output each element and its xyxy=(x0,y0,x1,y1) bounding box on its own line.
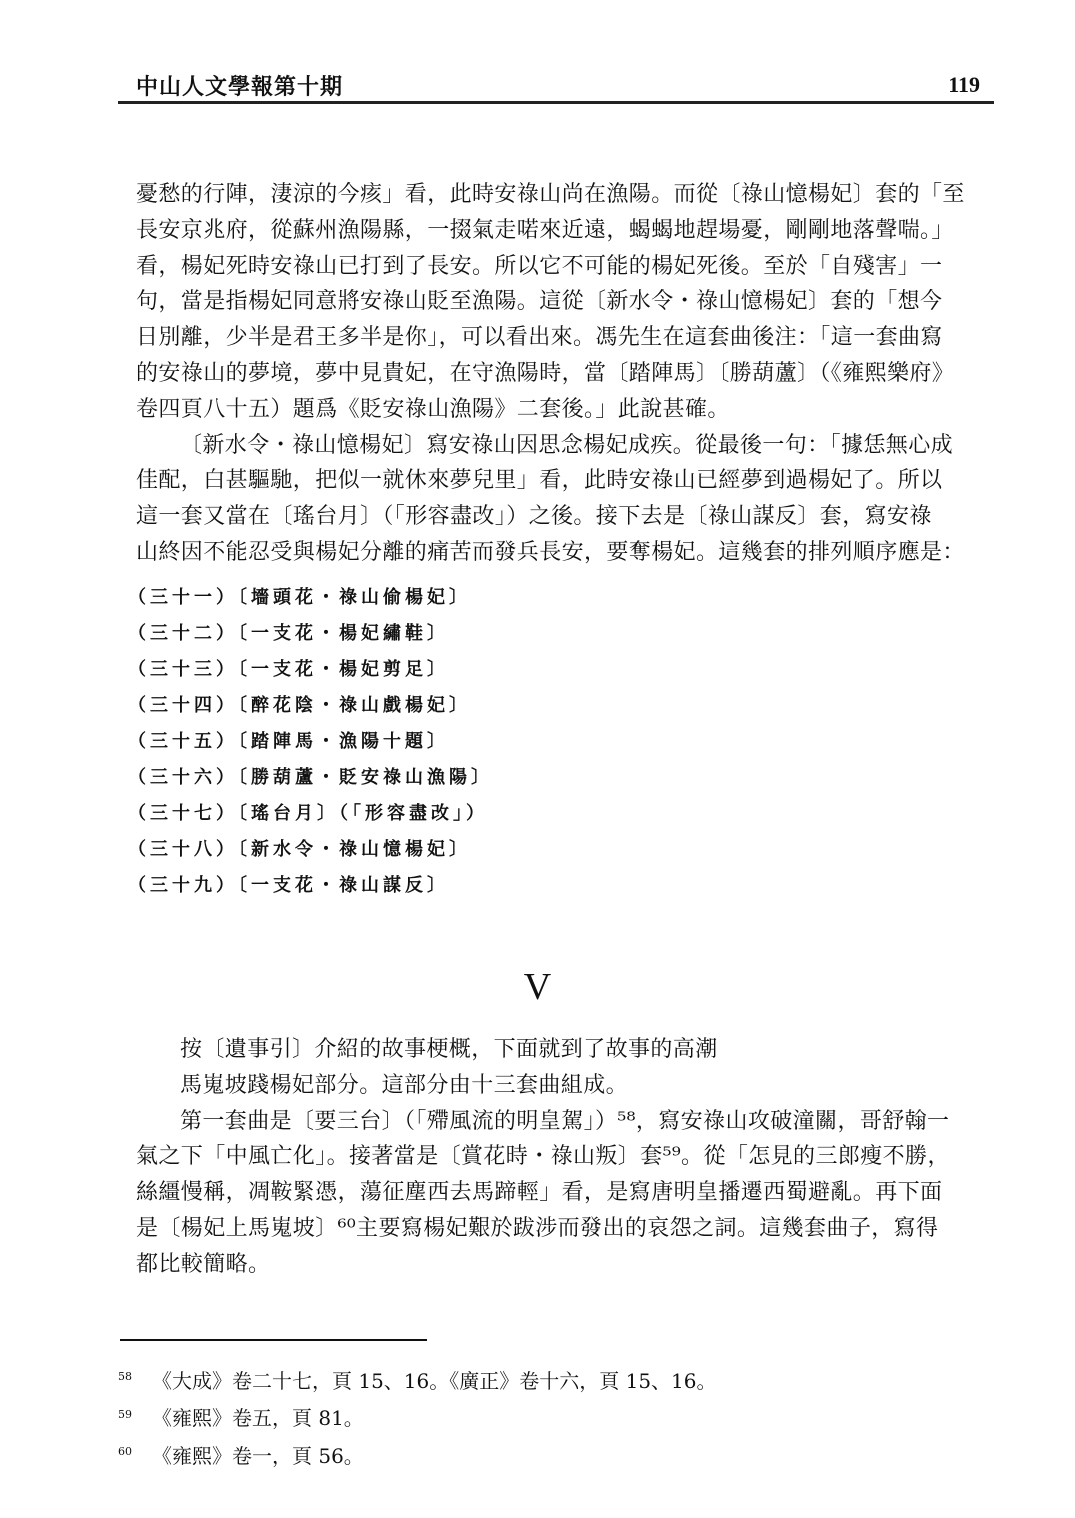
text-line: 第一套曲是〔要三台〕（「殢風流的明皇駕」）⁵⁸，寫安祿山攻破潼關，哥舒翰一 xyxy=(180,1108,950,1134)
list-item: （三十九）〔一支花・祿山謀反〕 xyxy=(128,875,449,896)
journal-title: 中山人文學報第十期 xyxy=(136,75,344,100)
footnote xyxy=(118,1435,978,1473)
page-number: 119 xyxy=(948,72,980,97)
text-line: 馬嵬坡踐楊妃部分。這部分由十三套曲組成。 xyxy=(180,1072,629,1098)
list-item: （三十八）〔新水令・祿山憶楊妃〕 xyxy=(128,839,471,860)
text-line: 絲繮慢稱，凋鞍緊憑，蕩征塵西去馬蹄輕」看，是寫唐明皇播遷西蜀避亂。再下面 xyxy=(136,1180,943,1206)
footnote xyxy=(118,1360,978,1398)
list-item: （三十二）〔一支花・楊妃繡鞋〕 xyxy=(128,623,449,644)
footnote-rule xyxy=(120,1339,427,1341)
footnote-number: 59 xyxy=(118,1407,132,1421)
text-line: 山終因不能忍受與楊妃分離的痛苦而發兵長安，要奪楊妃。這幾套的排列順序應是： xyxy=(136,539,965,565)
footnote-text: 《雍熙》卷五，頁 81。 xyxy=(152,1406,364,1431)
text-line: 句，當是指楊妃同意將安祿山貶至漁陽。這從〔新水令・祿山憶楊妃〕套的「想今 xyxy=(136,289,943,315)
list-item: （三十七）〔瑤台月〕（「形容盡改」） xyxy=(128,803,488,824)
body-text-section xyxy=(136,1032,978,1283)
text-line: 都比較簡略。 xyxy=(136,1251,271,1277)
text-line: 的安祿山的夢境，夢中見貴妃，在守漁陽時，當〔踏陣馬〕〔勝葫蘆〕（《雍熙樂府》 xyxy=(136,360,955,386)
section-heading: V xyxy=(523,966,552,1008)
text-line: 按〔遺事引〕介紹的故事梗概，下面就到了故事的高潮 xyxy=(180,1037,718,1062)
text-line: 看，楊妃死時安祿山已打到了長安。所以它不可能的楊妃死後。至於「自殘害」一 xyxy=(136,253,943,279)
list-item: （三十五）〔踏陣馬・漁陽十題〕 xyxy=(128,731,449,752)
footnote-number: 58 xyxy=(118,1370,132,1383)
header-rule xyxy=(118,101,994,104)
text-line: 是〔楊妃上馬嵬坡〕⁶⁰主要寫楊妃艱於跋涉而發出的哀怨之詞。這幾套曲子，寫得 xyxy=(136,1215,939,1241)
song-order-list xyxy=(128,580,628,904)
list-item: （三十一）〔墻頭花・祿山偷楊妃〕 xyxy=(128,587,471,608)
text-line: 長安京兆府，從蘇州漁陽縣，一掇氣走喏來近遠，蝎蝎地趕場憂，剛剛地落聲喘。」 xyxy=(136,217,954,243)
footnote-text: 《大成》卷二十七，頁 15、16。《廣正》卷十六，頁 15、16。 xyxy=(152,1368,717,1393)
text-line: 佳配，白甚驅馳，把似一就休來夢兒里」看，此時安祿山已經夢到過楊妃了。所以 xyxy=(136,468,943,494)
text-line: 這一套又當在〔瑤台月〕（「形容盡改」）之後。接下去是〔祿山謀反〕套，寫安祿 xyxy=(136,504,932,530)
text-line: 日別離，少半是君王多半是你」，可以看出來。馮先生在這套曲後注：「這一套曲寫 xyxy=(136,325,943,351)
list-item: （三十六）〔勝葫蘆・貶安祿山漁陽〕 xyxy=(128,767,493,788)
footnote-text: 《雍熙》卷一，頁 56。 xyxy=(152,1443,364,1468)
text-line: 〔新水令・祿山憶楊妃〕寫安祿山因思念楊妃成疾。從最後一句：「據恁無心成 xyxy=(180,432,954,458)
text-line: 卷四頁八十五）題爲《貶安祿山漁陽》二套後。」此說甚確。 xyxy=(136,396,730,422)
footnote xyxy=(118,1398,978,1436)
running-header xyxy=(118,68,988,102)
text-line: 氣之下「中風亡化」。接著當是〔賞花時・祿山叛〕套⁵⁹。從「怎見的三郎瘦不勝， xyxy=(136,1144,950,1170)
list-item: （三十三）〔一支花・楊妃剪足〕 xyxy=(128,659,449,680)
footnote-number: 60 xyxy=(118,1445,132,1459)
list-item: （三十四）〔醉花陰・祿山戲楊妃〕 xyxy=(128,695,471,716)
footnotes xyxy=(118,1360,978,1473)
text-line: 憂愁的行陣，淒涼的今痎」看，此時安祿山尚在漁陽。而從〔祿山憶楊妃〕套的「至 xyxy=(136,182,965,207)
body-text-top xyxy=(136,177,978,571)
